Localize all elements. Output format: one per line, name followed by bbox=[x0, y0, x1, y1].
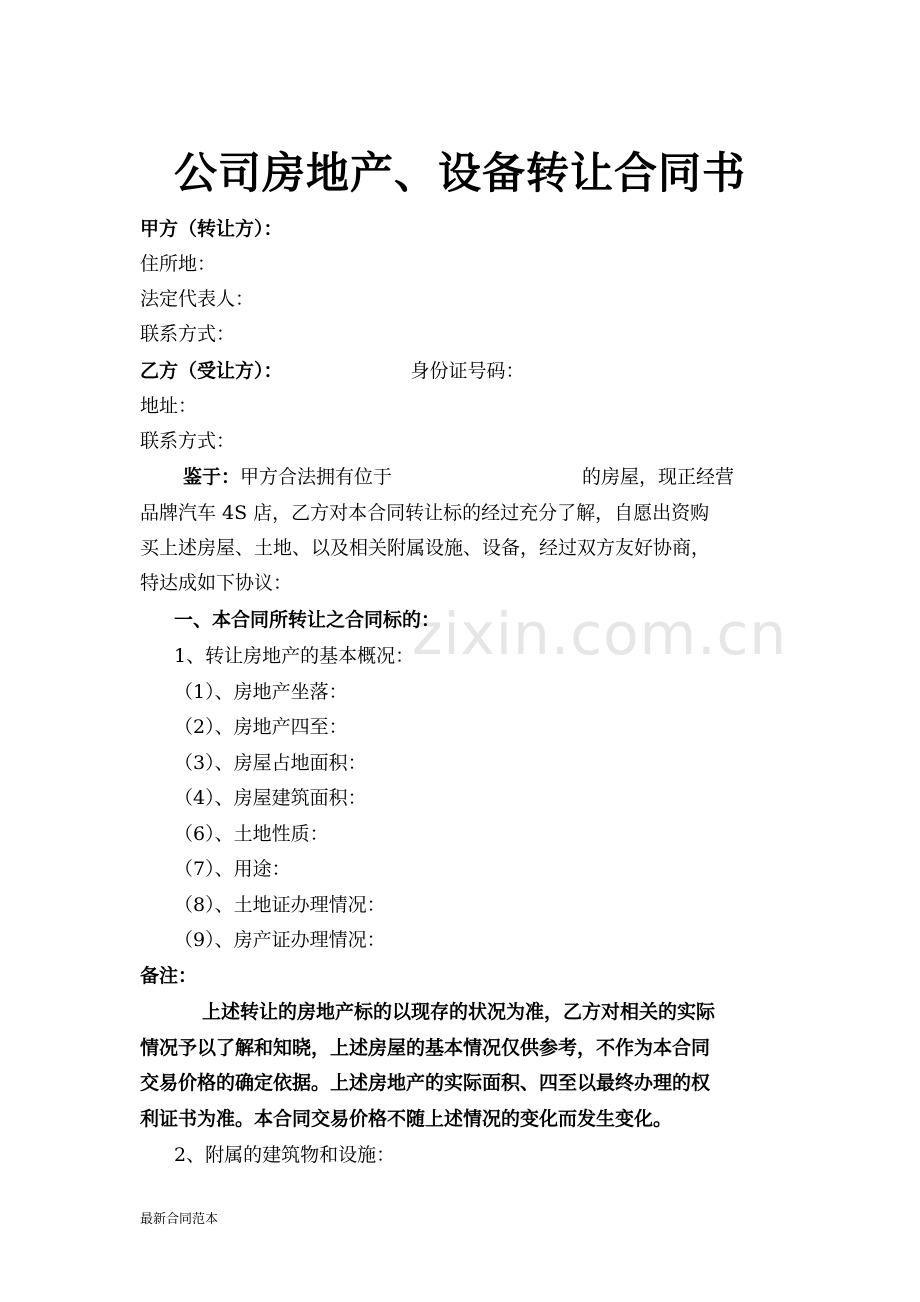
section-1-heading: 一、本合同所转让之合同标的： bbox=[174, 609, 441, 631]
party-b-row bbox=[140, 354, 785, 388]
address-b-label: 地址： bbox=[140, 395, 198, 417]
note-line: 交易价格的确定依据。上述房地产的实际面积、四至以最终办理的权 bbox=[140, 1072, 711, 1094]
sub-item: （4）、房屋建筑面积： bbox=[174, 787, 367, 809]
whereas-label: 鉴于： bbox=[183, 466, 241, 488]
note-line: 上述转让的房地产标的以现存的状况为准，乙方对相关的实际 bbox=[202, 1001, 716, 1023]
whereas-text-2: 的房屋，现正经营 bbox=[582, 466, 735, 488]
sub-item: （2）、房地产四至： bbox=[174, 716, 348, 738]
sub-item: （9）、房产证办理情况： bbox=[174, 929, 386, 951]
contact-label-b: 联系方式： bbox=[140, 430, 236, 452]
party-b-label: 乙方（受让方）： bbox=[140, 360, 283, 382]
sub-item: （8）、土地证办理情况： bbox=[174, 894, 386, 916]
sub-item: （1）、房地产坐落： bbox=[174, 681, 348, 703]
document-title: 公司房地产、设备转让合同书 bbox=[174, 149, 746, 199]
item-1-heading: 1、转让房地产的基本概况： bbox=[174, 645, 415, 667]
whereas-line-1 bbox=[183, 460, 828, 494]
watermark: zixin.com.cn bbox=[412, 600, 788, 668]
address-label: 住所地： bbox=[140, 253, 217, 275]
sub-item: （6）、土地性质： bbox=[174, 823, 329, 845]
footer-text: 最新合同范本 bbox=[140, 1212, 219, 1227]
note-line: 利证书为准。本合同交易价格不随上述情况的变化而发生变化。 bbox=[140, 1108, 673, 1130]
contact-label-a: 联系方式： bbox=[140, 323, 236, 345]
note-line: 情况予以了解和知晓，上述房屋的基本情况仅供参考，不作为本合同 bbox=[140, 1037, 711, 1059]
id-number-label: 身份证号码： bbox=[410, 360, 525, 382]
item-2-heading: 2、附属的建筑物和设施： bbox=[174, 1144, 396, 1166]
sub-item: （3）、房屋占地面积： bbox=[174, 752, 367, 774]
whereas-line-4: 特达成如下协议： bbox=[140, 572, 293, 594]
whereas-line-3: 买上述房屋、土地、以及相关附属设施、设备，经过双方友好协商， bbox=[140, 537, 711, 559]
sub-item: （7）、用途： bbox=[174, 858, 291, 880]
note-label: 备注： bbox=[140, 965, 198, 987]
whereas-line-2: 品牌汽车 4S 店，乙方对本合同转让标的经过充分了解，自愿出资购 bbox=[140, 502, 710, 524]
party-a-label: 甲方（转让方）： bbox=[140, 218, 283, 240]
legal-rep-label: 法定代表人： bbox=[140, 288, 255, 310]
whereas-text-1: 甲方合法拥有位于 bbox=[240, 466, 393, 488]
